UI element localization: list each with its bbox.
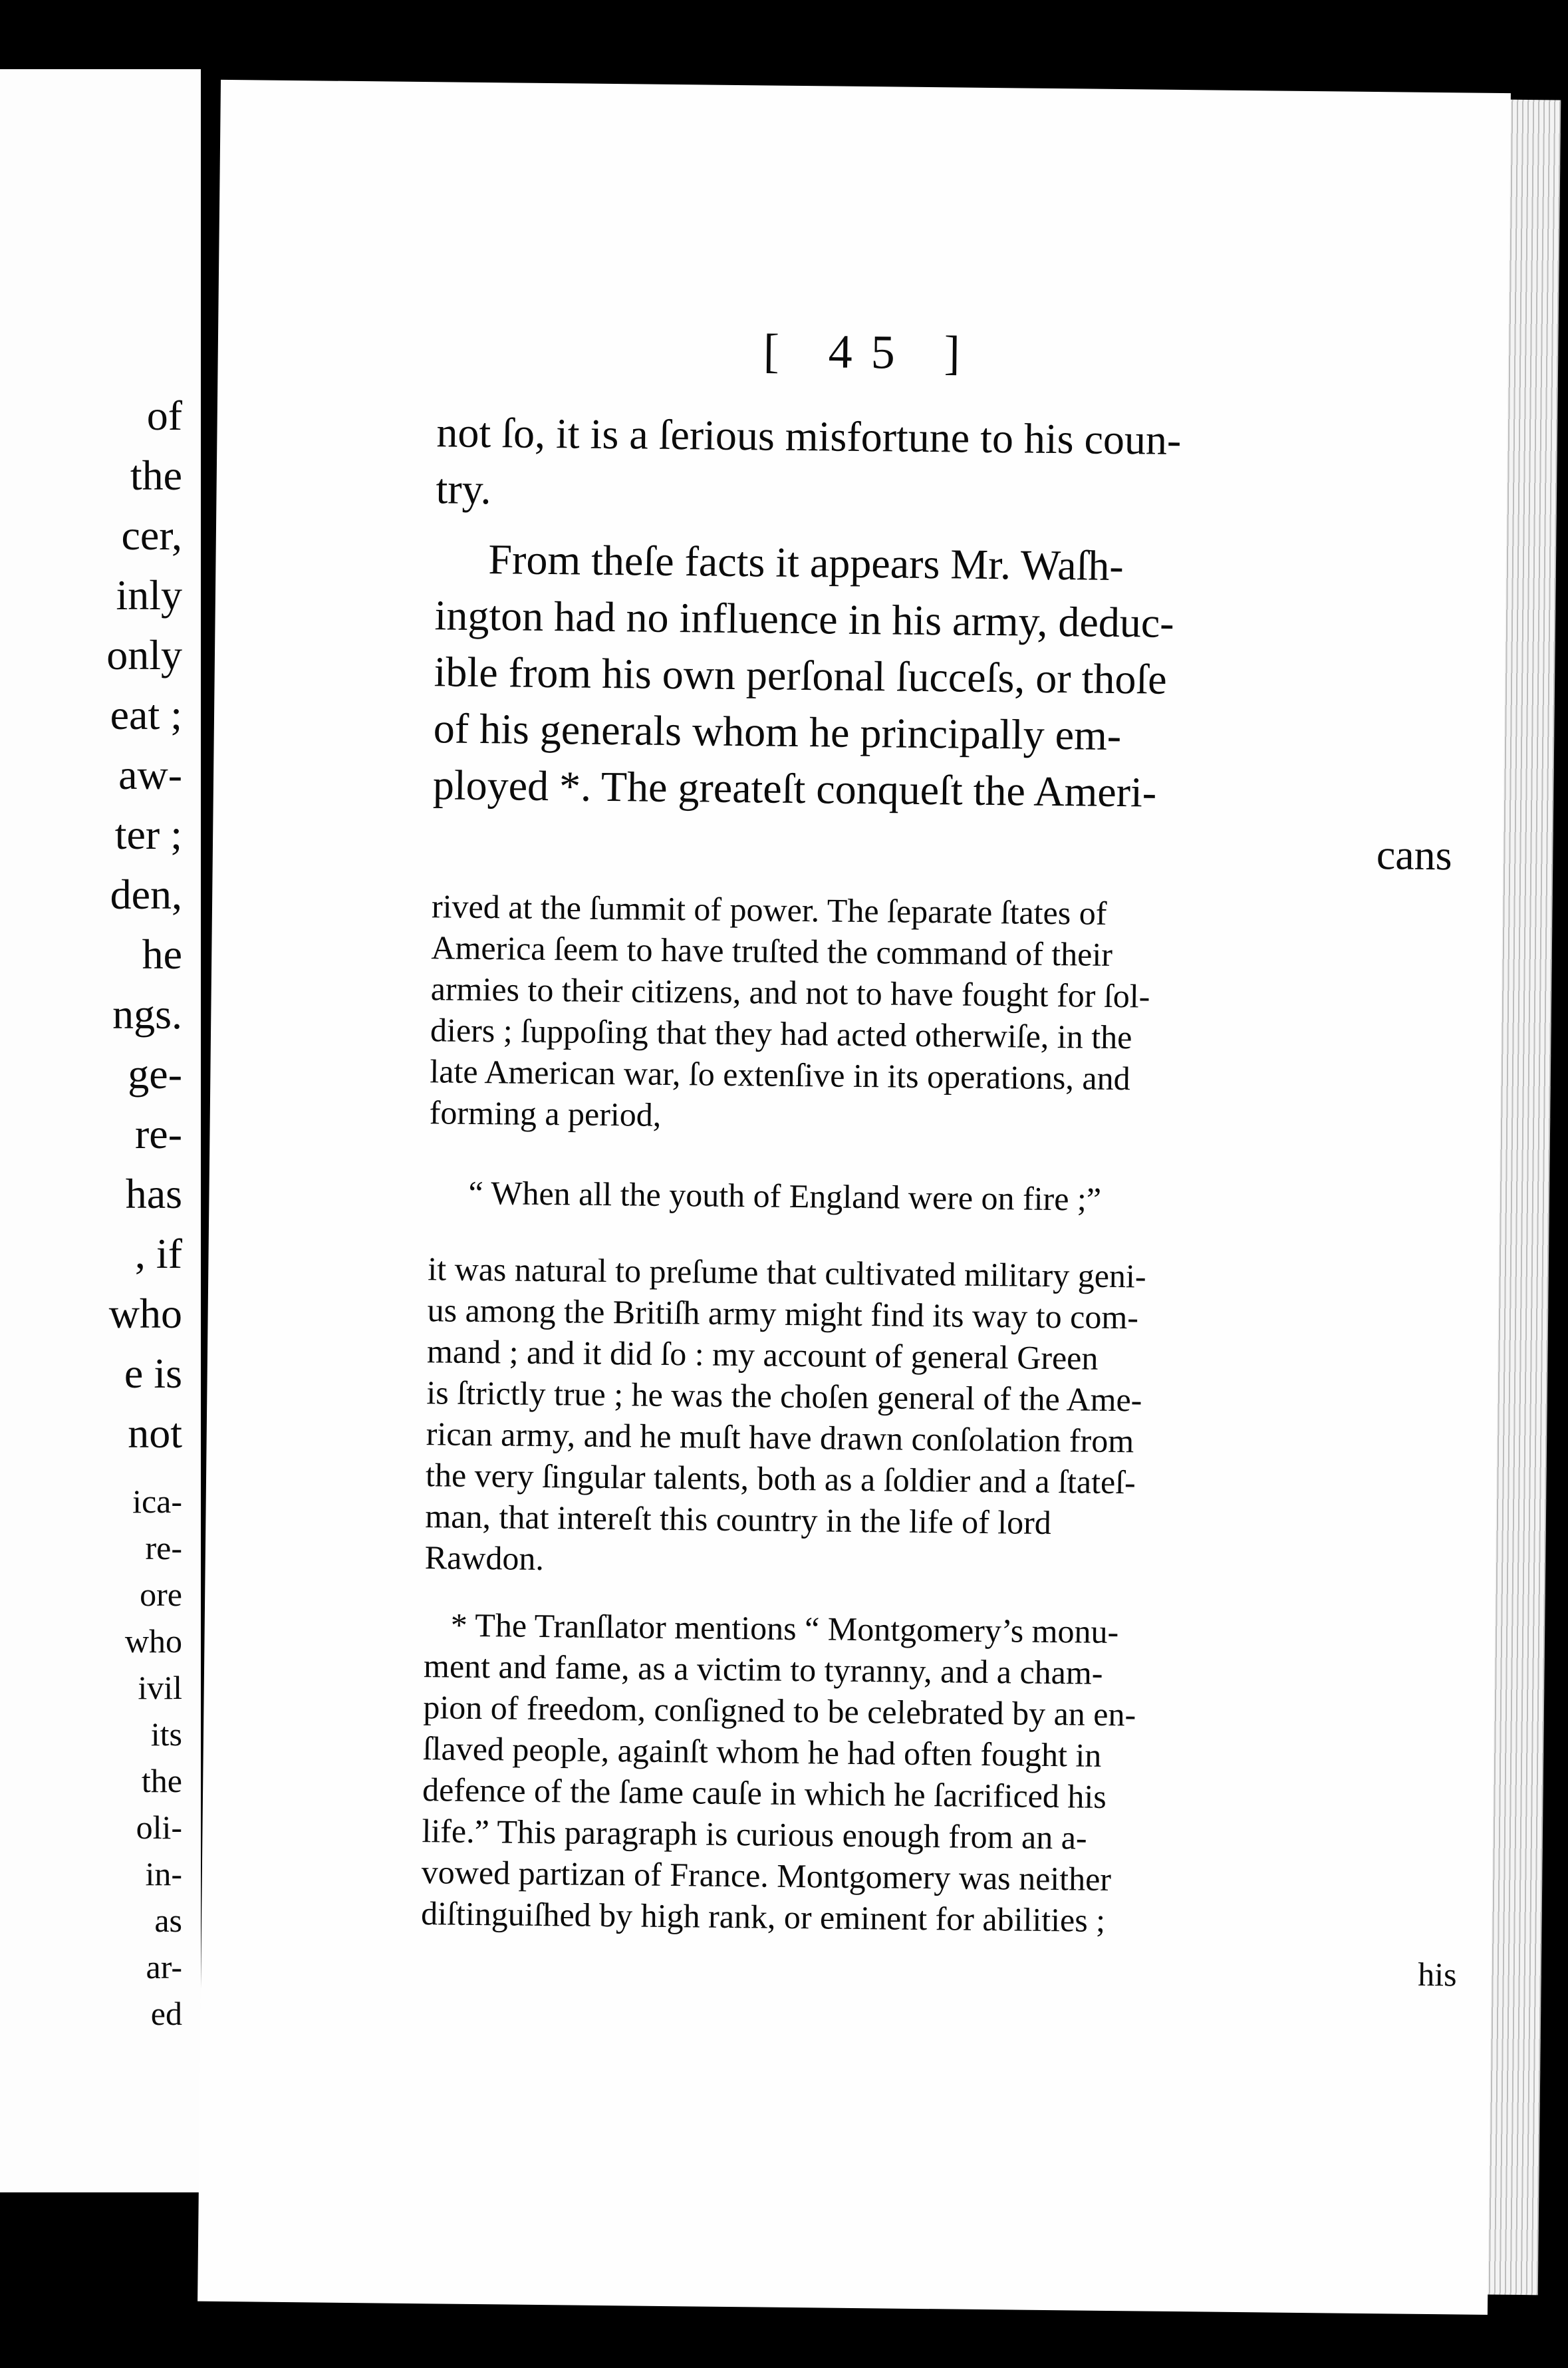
footnote-line: pion of freedom, conſigned to be celebrated by an en- [423, 1688, 1136, 1733]
left-line: ivil [138, 1669, 182, 1706]
left-line: of [146, 392, 182, 439]
left-line: its [150, 1715, 182, 1753]
left-line: re- [145, 1529, 182, 1566]
left-line: re- [134, 1110, 182, 1157]
left-line: , if [134, 1230, 182, 1277]
left-line: who [108, 1290, 182, 1337]
left-line: aw- [118, 751, 182, 798]
note-line: the very ſingular talents, both as a ſoldier and a ſtateſ- [425, 1456, 1136, 1501]
footnote-line: life.” This paragraph is curious enough from an a- [422, 1812, 1087, 1856]
body-line: ible from his own perſonal ſucceſs, or thoſe [434, 648, 1168, 703]
left-page-fragment [0, 69, 201, 2192]
note-line: it was natural to preſume that cultivated military geni- [428, 1250, 1146, 1295]
left-line: e is [124, 1350, 182, 1397]
note-line: diers ; ſuppoſing that they had acted otherwiſe, in the [430, 1011, 1132, 1056]
left-line: ica- [132, 1483, 182, 1520]
left-line: oli- [136, 1809, 182, 1846]
left-line: ter ; [114, 811, 182, 858]
left-line: who [124, 1622, 182, 1660]
left-line: he [142, 931, 182, 978]
main-page [197, 80, 1511, 2315]
note-line: America ſeem to have truſted the command of their [431, 929, 1113, 973]
body-line: not ſo, it is a ſerious misfortune to his coun- [436, 408, 1182, 464]
note-line: late American war, ſo extenſive in its operations, and [430, 1052, 1130, 1098]
left-line: cer, [121, 512, 182, 559]
left-line: den, [110, 871, 182, 918]
body-line: From theſe facts it appears Mr. Waſh- [488, 535, 1124, 590]
left-line: ore [140, 1576, 182, 1613]
body-line: ington had no influence in his army, deduc- [434, 591, 1174, 647]
left-line: ge- [128, 1050, 182, 1098]
note-line: armies to their citizens, and not to have fought for ſol- [430, 970, 1150, 1015]
footnote-line: * The Tranſlator mentions “ Montgomery’s monu- [450, 1606, 1119, 1651]
body-line: ployed *. The greateſt conqueſt the Ameri- [432, 761, 1157, 816]
body-line: try. [436, 465, 491, 514]
page-number: [ 45 ] [763, 324, 980, 380]
body-line: of his generals whom he principally em- [433, 704, 1122, 760]
note-line: us among the Britiſh army might find its way to com- [427, 1291, 1139, 1336]
left-line: the [130, 452, 182, 499]
left-line: ed [150, 1995, 182, 2032]
left-line: ar- [146, 1948, 182, 1986]
left-line: as [154, 1902, 182, 1939]
footnote-line: ment and fame, as a victim to tyranny, and a cham- [423, 1647, 1103, 1692]
note-line: rican army, and he muſt have drawn conſolation from [426, 1415, 1134, 1460]
left-line: has [125, 1170, 182, 1217]
note-line: mand ; and it did ſo : my account of general Green [426, 1332, 1099, 1377]
note-line: Rawdon. [424, 1539, 545, 1578]
left-line: in- [145, 1855, 182, 1892]
note-line: forming a period, [429, 1094, 662, 1133]
note-line: is ſtrictly true ; he was the choſen general of the Ame- [426, 1374, 1142, 1419]
left-line: only [106, 631, 182, 678]
footnote-line: defence of the ſame cauſe in which he ſacrificed his [422, 1771, 1107, 1815]
left-line: ngs. [112, 990, 182, 1038]
catchword: cans [1376, 831, 1453, 879]
left-line: not [128, 1409, 182, 1457]
left-line: inly [116, 571, 182, 619]
note-line: man, that intereſt this country in the life of lord [425, 1497, 1052, 1542]
footnote-line: ſlaved people, againſt whom he had often fought in [422, 1729, 1102, 1774]
catchword: his [1418, 1955, 1457, 1994]
quotation: “ When all the youth of England were on fire ;” [468, 1173, 1102, 1218]
footnote-line: diſtinguiſhed by high rank, or eminent for abilities ; [420, 1894, 1106, 1939]
footnote-line: vowed partizan of France. Montgomery was neither [421, 1853, 1112, 1898]
left-line: eat ; [110, 691, 182, 738]
note-line: rived at the ſummit of power. The ſeparate ſtates of [431, 887, 1107, 932]
left-line: the [141, 1762, 182, 1799]
